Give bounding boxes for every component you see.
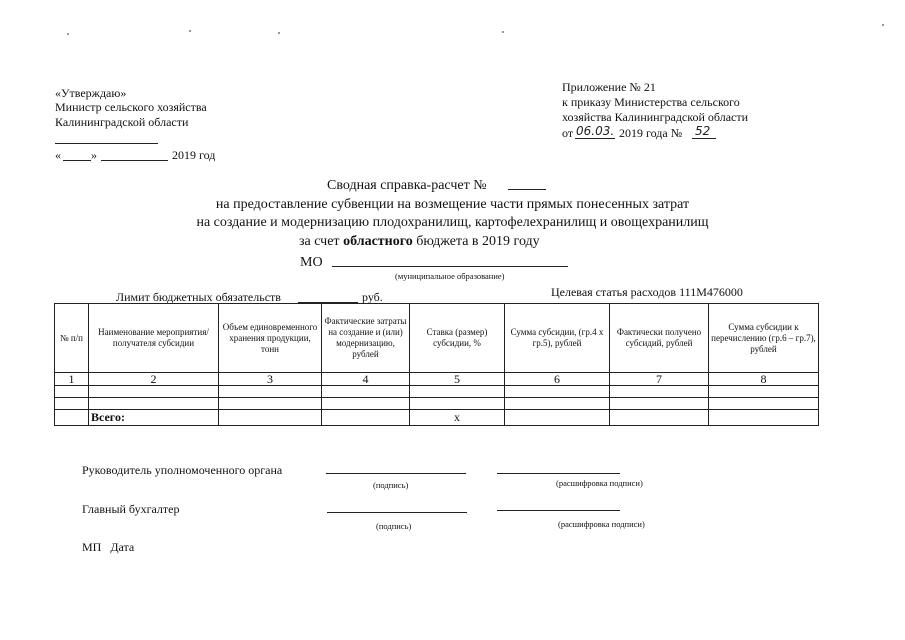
table-row [55, 398, 819, 410]
header-cell: Наименование мероприятия/получателя субсидии [89, 304, 219, 373]
limit-label: Лимит бюджетных обязательств [116, 290, 281, 304]
appendix-date-middle: 2019 года № [619, 126, 683, 140]
title-budget [299, 233, 540, 250]
head-decode-caption: (расшифровка подписи) [556, 478, 643, 488]
date-underline [575, 138, 615, 139]
document-title: Сводная справка-расчет № [327, 178, 487, 193]
mo-label: МО [300, 255, 323, 270]
header-cell: Сумма субсидии к перечислению (гр.6 – гр.7), рублей [709, 304, 819, 373]
chief-decode-caption: (расшифровка подписи) [558, 519, 645, 529]
title-budget-type: областного [343, 234, 413, 249]
head-sign-caption: (подпись) [373, 480, 409, 490]
chief-accountant-label: Главный бухгалтер [82, 502, 180, 516]
table-row [55, 386, 819, 398]
column-number: 1 [55, 373, 89, 386]
total-label: Всего: [89, 410, 219, 426]
header-cell: Фактические затраты на создание и (или) модернизацию, рублей [322, 304, 410, 373]
stamp-date-label: МП Дата [82, 540, 135, 554]
title-budget-prefix: за счет [299, 234, 340, 249]
approve-position: Министр сельского хозяйства [55, 100, 207, 114]
limit-unit: руб. [362, 290, 383, 304]
head-decode-line [497, 473, 620, 474]
day-blank [63, 160, 91, 161]
column-number: 8 [709, 373, 819, 386]
column-number: 7 [610, 373, 709, 386]
approve-line: «Утверждаю» [55, 86, 127, 100]
mo-blank [332, 266, 568, 267]
scan-speck [189, 30, 191, 32]
subsidy-table [54, 303, 819, 426]
signature-line [55, 143, 158, 144]
table-header-row [55, 304, 819, 373]
title-budget-year: бюджета в 2019 году [416, 234, 540, 249]
header-cell: Фактически получено субсидий, рублей [610, 304, 709, 373]
column-number: 3 [219, 373, 322, 386]
header-cell: № п/п [55, 304, 89, 373]
header-cell: Сумма субсидии, (гр.4 х гр.5), рублей [505, 304, 610, 373]
appendix-number-handwritten: 52 [695, 124, 711, 138]
head-signature-label: Руководитель уполномоченного органа [82, 463, 283, 477]
scan-speck [502, 31, 504, 33]
approve-region: Калининградской области [55, 115, 189, 129]
head-signature-line [326, 473, 466, 474]
title-objects: на создание и модернизацию плодохранилищ, картофелехранилищ и овощехранилищ [196, 215, 709, 230]
approve-year: 2019 год [172, 148, 216, 162]
number-underline [692, 138, 716, 139]
appendix-ministry: хозяйства Калининградской области [562, 110, 749, 124]
scan-speck [67, 33, 69, 35]
appendix-number: Приложение № 21 [562, 80, 656, 94]
appendix-date-prefix: от [562, 126, 574, 140]
total-rate-x: х [410, 410, 505, 426]
chief-decode-line [497, 510, 620, 511]
approve-date-mid: » [91, 148, 97, 162]
title-purpose: на предоставление субвенции на возмещение части прямых понесенных затрат [215, 197, 690, 212]
chief-signature-line [327, 512, 467, 513]
title-number-blank [508, 189, 546, 190]
scan-speck [882, 24, 884, 26]
column-number-row [55, 373, 819, 386]
column-number: 6 [505, 373, 610, 386]
scan-speck [278, 32, 280, 34]
approve-date-open: « [55, 148, 61, 162]
column-number: 2 [89, 373, 219, 386]
table-total-row [55, 410, 819, 426]
column-number: 5 [410, 373, 505, 386]
mo-caption: (муниципальное образование) [395, 271, 505, 281]
header-cell: Ставка (размер) субсидии, % [410, 304, 505, 373]
appendix-order: к приказу Министерства сельского [562, 95, 740, 109]
appendix-date-handwritten: 06.03. [576, 124, 615, 138]
chief-sign-caption: (подпись) [376, 521, 412, 531]
column-number: 4 [322, 373, 410, 386]
month-blank [101, 160, 168, 161]
header-cell: Объем единовременного хранения продукции, тонн [219, 304, 322, 373]
target-article: Целевая статья расходов 111М476000 [551, 285, 743, 299]
